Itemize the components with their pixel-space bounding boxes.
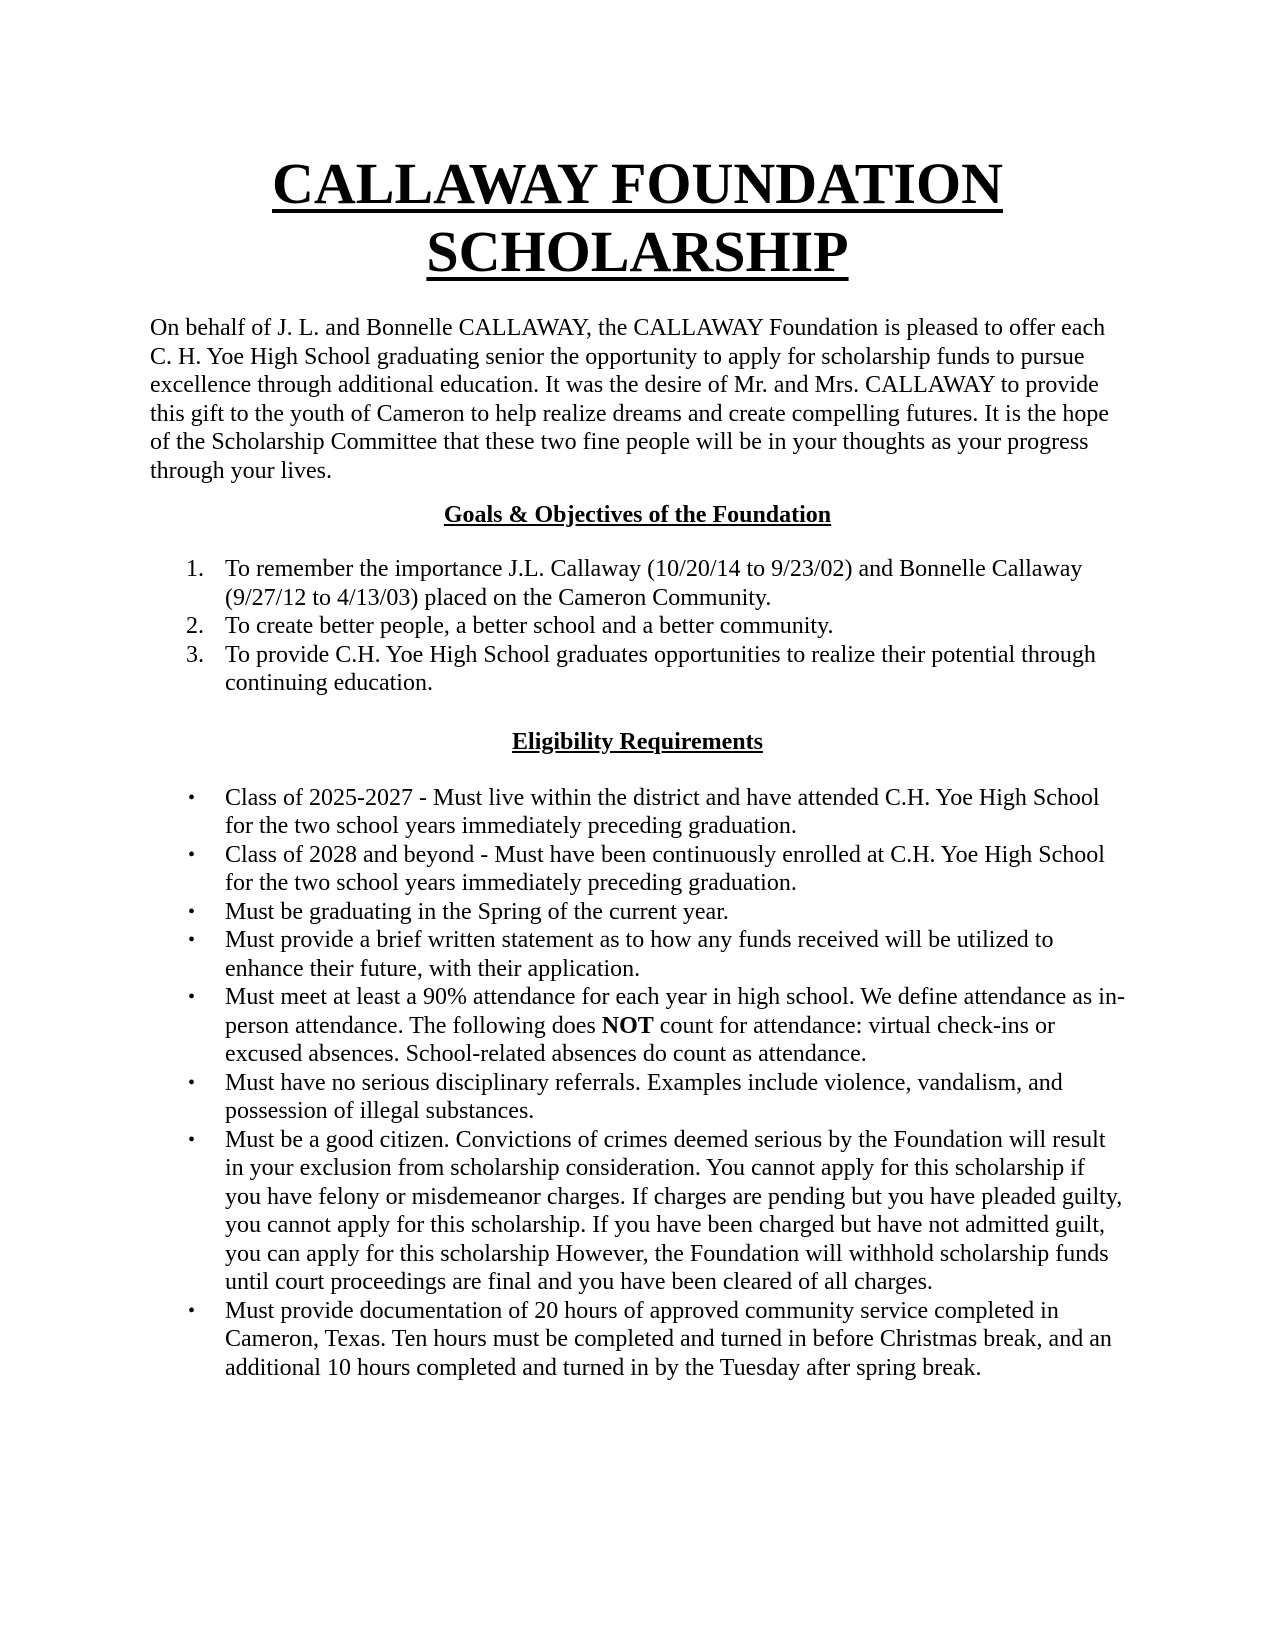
goal-number: 2.: [186, 613, 204, 639]
requirement-item: [150, 983, 1125, 1069]
goals-heading: Goals & Objectives of the Foundation: [443, 502, 832, 528]
requirement-item: [150, 1069, 1125, 1126]
document-title: [150, 150, 1125, 286]
bullet-icon: •: [188, 1299, 196, 1322]
goal-text: To create better people, a better school and a better community.: [225, 613, 834, 639]
requirement-item: [150, 784, 1125, 841]
document-page: [150, 150, 1125, 1382]
bullet-icon: •: [188, 786, 196, 809]
requirement-item: [150, 841, 1125, 898]
goal-number: 1.: [186, 556, 204, 582]
goal-text: To provide C.H. Yoe High School graduates opportunities to realize their potential through continuing education.: [225, 641, 1096, 696]
attendance-text-before: Must meet at least a 90% attendance for each year in high school. We define attendance as in-person attendance. The following does: [225, 984, 1125, 1039]
requirement-item: [150, 1297, 1125, 1383]
requirement-item: [150, 926, 1125, 983]
goal-text: To remember the importance J.L. Callaway (10/20/14 to 9/23/02) and Bonnelle Callaway (9/27/12 to 4/13/03) placed on the Cameron Community.: [225, 556, 1083, 611]
requirement-item: [150, 898, 1125, 927]
bullet-icon: •: [188, 843, 196, 866]
intro-paragraph: On behalf of J. L. and Bonnelle CALLAWAY, the CALLAWAY Foundation is pleased to offer each C. H. Yoe High School graduating senior the opportunity to apply for scholarship funds to pursue excellence through additional education. It was the desire of Mr. and Mrs. CALLAWAY to provide this gift to the youth of Cameron to help realize dreams and create compelling futures. It is the hope of the Scholarship Committee that these two fine people will be in your thoughts as your progress through your lives.: [150, 315, 1110, 484]
bullet-icon: •: [188, 929, 196, 951]
requirement-text: [225, 984, 1125, 1067]
eligibility-list: [150, 784, 1125, 1383]
requirement-text: Class of 2028 and beyond - Must have been continuously enrolled at C.H. Yoe High School for the two school years immediately preceding graduation.: [225, 841, 1105, 896]
goal-item: [150, 612, 1125, 641]
bullet-icon: •: [188, 986, 196, 1008]
bullet-icon: •: [188, 1071, 196, 1094]
title-line-1: CALLAWAY FOUNDATION: [271, 151, 1003, 216]
requirement-text: Must be a good citizen. Convictions of crimes deemed serious by the Foundation will result in your exclusion from scholarship consideration. You cannot apply for this scholarship if you have felony or misdemeanor charges. If charges are pending but you have pleaded guilty, you cannot apply for this scholarship. If you have been charged but have not admitted guilt, you can apply for this scholarship However, the Foundation will withhold scholarship funds until court proceedings are final and you have been cleared of all charges.: [225, 1126, 1123, 1295]
requirement-text: Must provide a brief written statement as to how any funds received will be utilized to enhance their future, with their application.: [225, 927, 1054, 982]
goal-item: [150, 641, 1125, 698]
goal-item: [150, 555, 1125, 612]
bullet-icon: •: [188, 900, 196, 923]
requirement-text: Must be graduating in the Spring of the current year.: [225, 898, 729, 925]
goals-list: [150, 555, 1125, 698]
requirement-text: Must have no serious disciplinary referrals. Examples include violence, vandalism, and possession of illegal substances.: [225, 1069, 1063, 1124]
bullet-icon: •: [188, 1128, 196, 1151]
attendance-not-emphasis: NOT: [601, 1012, 654, 1039]
title-line-2: SCHOLARSHIP: [426, 219, 849, 284]
attendance-text-after: count for attendance: virtual check-ins or excused absences. School-related absences do count as attendance.: [225, 1012, 1055, 1067]
requirement-text: Must provide documentation of 20 hours of approved community service completed in Cameron, Texas. Ten hours must be completed and turned in before Christmas break, and an additional 10 hours completed and turned in by the Tuesday after spring break.: [225, 1297, 1112, 1381]
eligibility-heading: Eligibility Requirements: [512, 728, 763, 755]
requirement-item: [150, 1126, 1125, 1297]
requirement-text: Class of 2025-2027 - Must live within the district and have attended C.H. Yoe High School for the two school years immediately preceding graduation.: [225, 784, 1100, 839]
goal-number: 3.: [186, 641, 204, 668]
